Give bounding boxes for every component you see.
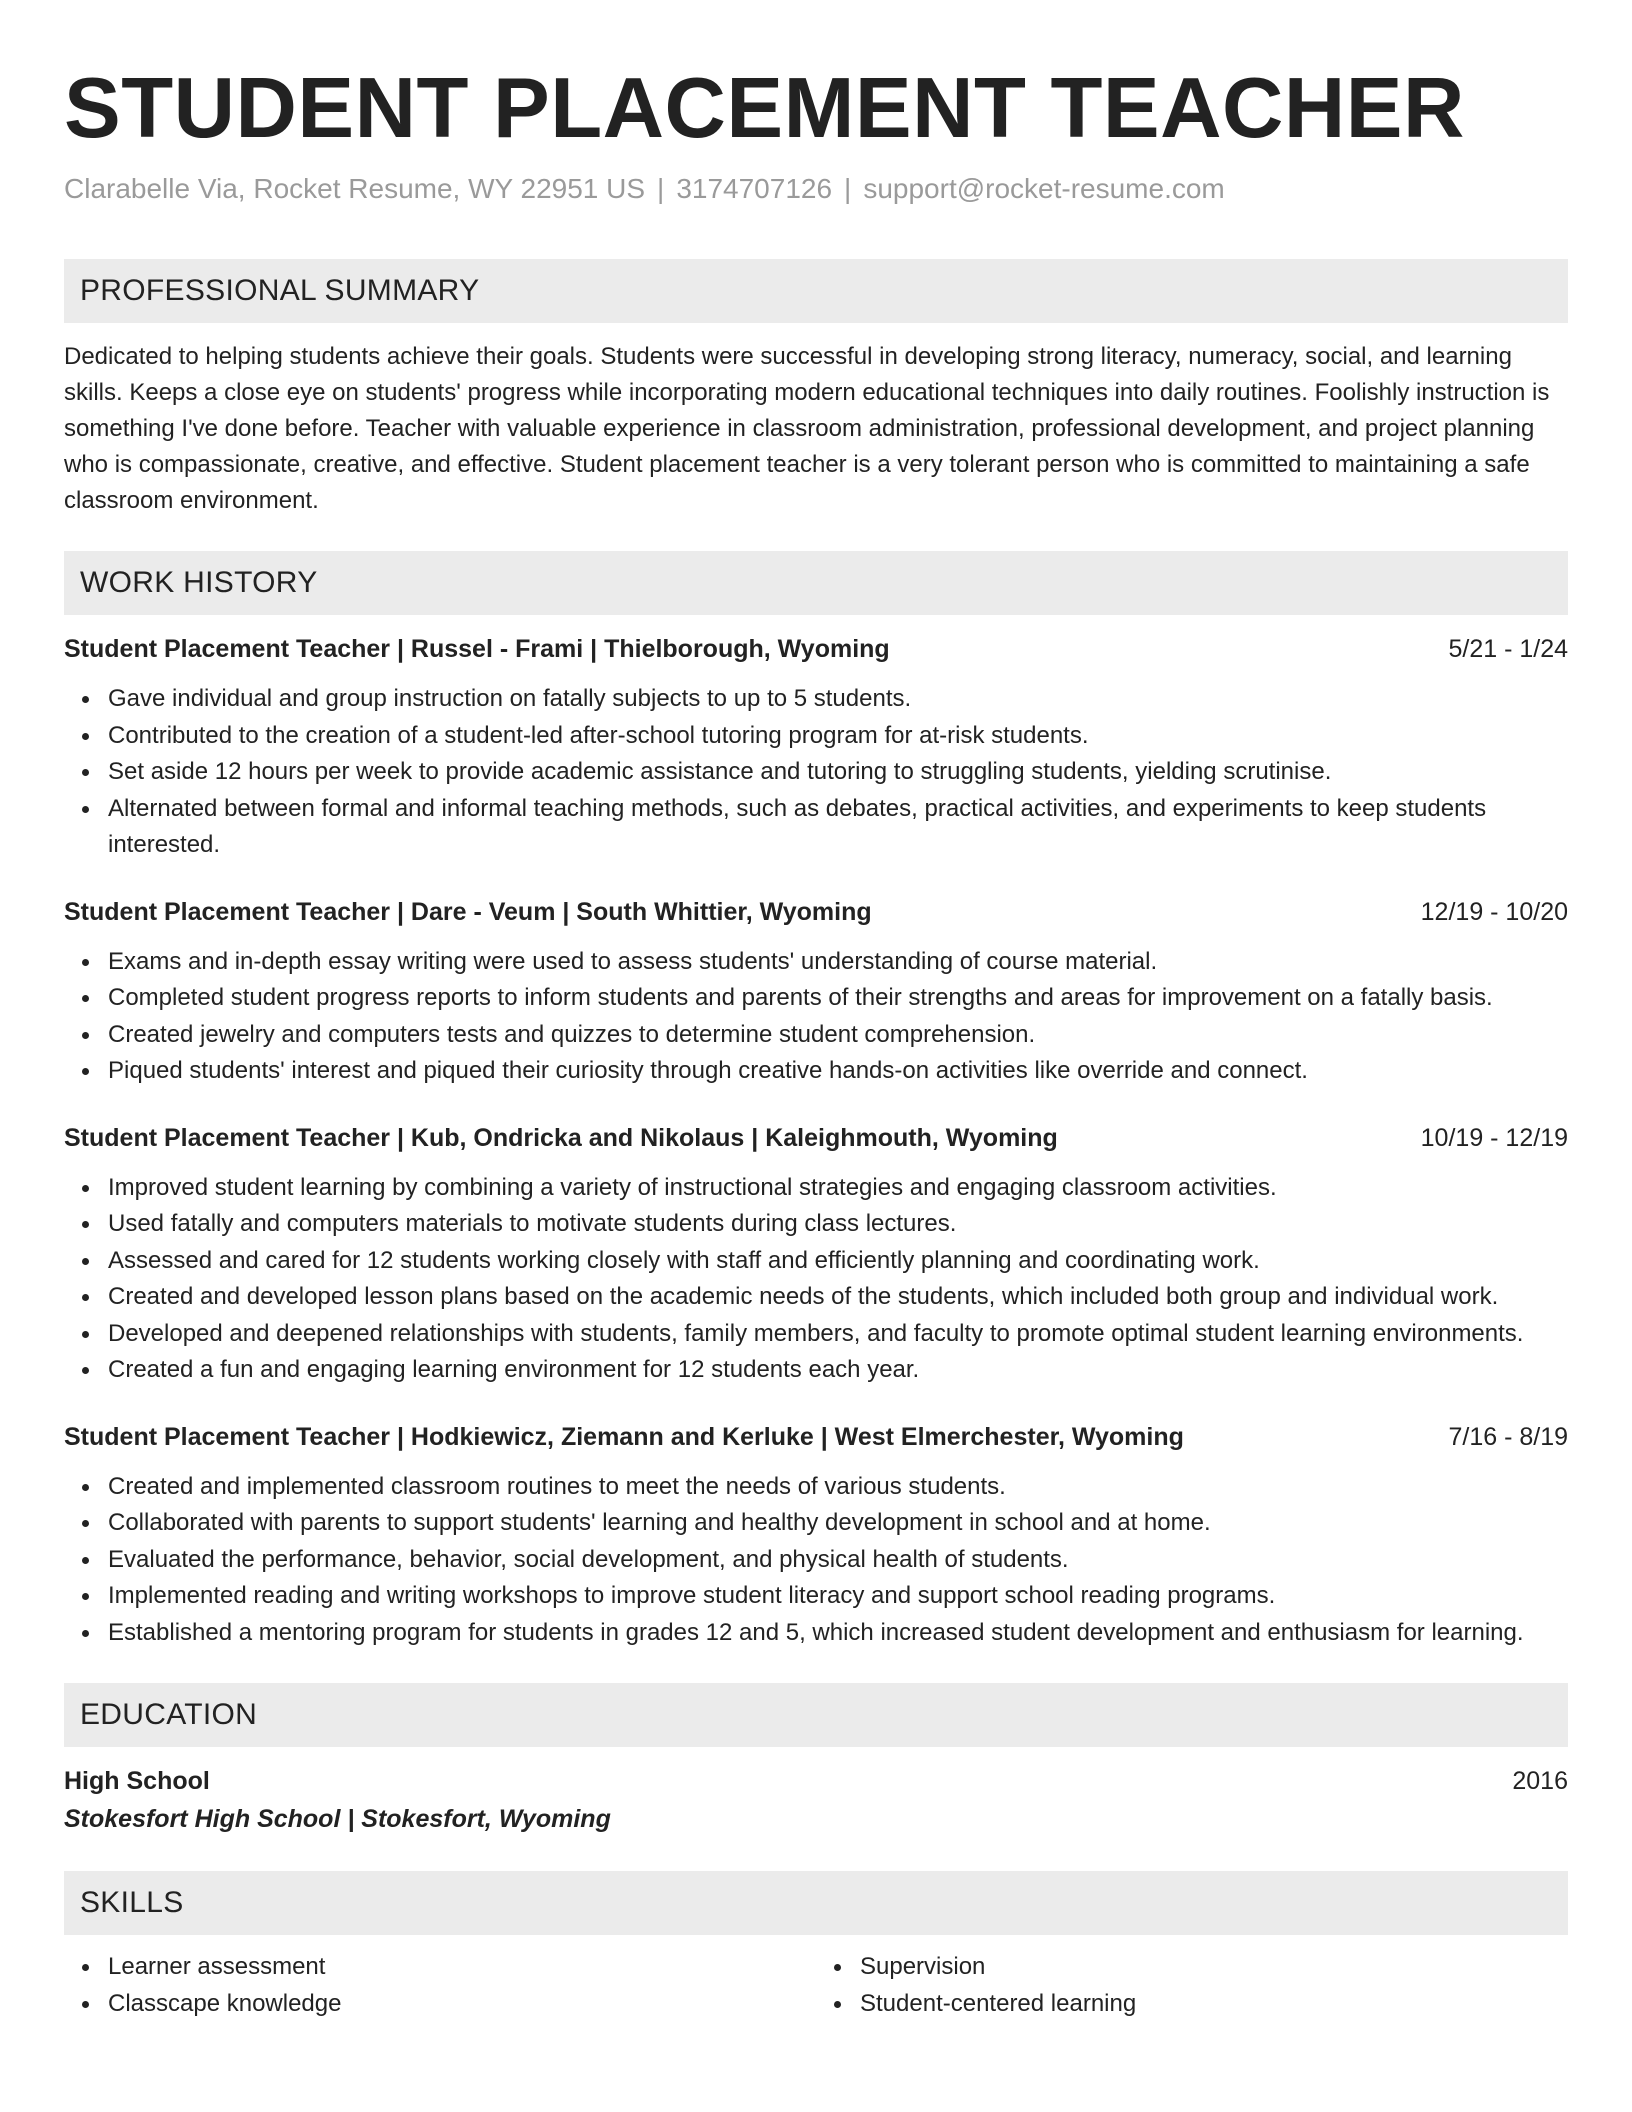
job-entry: [64, 1419, 1568, 1652]
contact-address: Clarabelle Via, Rocket Resume, WY 22951 US: [64, 173, 646, 204]
section-header-work-history: WORK HISTORY: [64, 551, 1568, 615]
skills-column-right: [816, 1949, 1568, 2022]
section-header-summary: PROFESSIONAL SUMMARY: [64, 259, 1568, 323]
work-history-list: [64, 631, 1568, 1651]
education-degree: High School: [64, 1767, 210, 1795]
job-head: [64, 894, 1568, 930]
job-head: [64, 631, 1568, 667]
job-dates: 10/19 - 12/19: [1420, 1123, 1568, 1152]
job-bullet: Collaborated with parents to support students' learning and healthy development in school and at home.: [108, 1505, 1568, 1542]
skills-grid: [64, 1949, 1568, 2022]
skill-item: Student-centered learning: [860, 1986, 1568, 2023]
job-bullet: Exams and in-depth essay writing were used to assess students' understanding of course material.: [108, 944, 1568, 981]
education-entry: [64, 1763, 1568, 1839]
job-bullet: Completed student progress reports to inform students and parents of their strengths and areas for improvement on a fatally basis.: [108, 980, 1568, 1017]
job-title: Student Placement Teacher | Kub, Ondricka and Nikolaus | Kaleighmouth, Wyoming: [64, 1123, 1058, 1152]
job-entry: [64, 1120, 1568, 1389]
contact-separator: |: [657, 173, 665, 204]
job-head: [64, 1419, 1568, 1455]
contact-separator: |: [844, 173, 852, 204]
job-bullet: Contributed to the creation of a student-led after-school tutoring program for at-risk students.: [108, 718, 1568, 755]
job-bullet: Assessed and cared for 12 students working closely with staff and efficiently planning and coordinating work.: [108, 1243, 1568, 1280]
job-bullet: Gave individual and group instruction on fatally subjects to up to 5 students.: [108, 681, 1568, 718]
skill-item: Learner assessment: [108, 1949, 816, 1986]
education-head: [64, 1763, 1568, 1799]
skill-item: Supervision: [860, 1949, 1568, 1986]
job-bullets: [64, 1170, 1568, 1389]
job-bullet: Developed and deepened relationships with students, family members, and faculty to promote optimal student learning environments.: [108, 1316, 1568, 1353]
job-bullet: Used fatally and computers materials to motivate students during class lectures.: [108, 1206, 1568, 1243]
contact-line: [64, 173, 1568, 205]
job-title: Student Placement Teacher | Hodkiewicz, Ziemann and Kerluke | West Elmerchester, Wyoming: [64, 1422, 1184, 1451]
section-header-education: EDUCATION: [64, 1683, 1568, 1747]
job-bullet: Created jewelry and computers tests and quizzes to determine student comprehension.: [108, 1017, 1568, 1054]
job-bullets: [64, 1469, 1568, 1652]
contact-email: support@rocket-resume.com: [863, 173, 1225, 204]
job-bullet: Created a fun and engaging learning environment for 12 students each year.: [108, 1352, 1568, 1389]
job-bullets: [64, 681, 1568, 864]
job-bullet: Improved student learning by combining a variety of instructional strategies and engaging classroom activities.: [108, 1170, 1568, 1207]
job-dates: 12/19 - 10/20: [1420, 897, 1568, 926]
job-title: Student Placement Teacher | Russel - Frami | Thielborough, Wyoming: [64, 635, 890, 663]
job-bullets: [64, 944, 1568, 1090]
section-header-skills: SKILLS: [64, 1871, 1568, 1935]
job-title: Student Placement Teacher | Dare - Veum | South Whittier, Wyoming: [64, 897, 872, 926]
job-head: [64, 1120, 1568, 1156]
job-bullet: Evaluated the performance, behavior, social development, and physical health of students.: [108, 1542, 1568, 1579]
skills-column-left: [64, 1949, 816, 2022]
job-bullet: Set aside 12 hours per week to provide academic assistance and tutoring to struggling students, yielding scrutinise.: [108, 754, 1568, 791]
job-entry: [64, 894, 1568, 1090]
job-dates: 5/21 - 1/24: [1448, 635, 1568, 663]
education-year: 2016: [1512, 1767, 1568, 1795]
job-entry: [64, 631, 1568, 864]
education-school: Stokesfort High School | Stokesfort, Wyoming: [64, 1805, 611, 1833]
job-dates: 7/16 - 8/19: [1448, 1422, 1568, 1451]
job-bullet: Alternated between formal and informal teaching methods, such as debates, practical activities, and experiments to keep students interested.: [108, 791, 1568, 864]
job-bullet: Established a mentoring program for students in grades 12 and 5, which increased student development and enthusiasm for learning.: [108, 1615, 1568, 1652]
job-bullet: Created and developed lesson plans based on the academic needs of the students, which included both group and individual work.: [108, 1279, 1568, 1316]
job-bullet: Created and implemented classroom routines to meet the needs of various students.: [108, 1469, 1568, 1506]
skill-item: Classcape knowledge: [108, 1986, 816, 2023]
resume-name: STUDENT PLACEMENT TEACHER: [64, 61, 1465, 156]
job-bullet: Piqued students' interest and piqued their curiosity through creative hands-on activities like override and connect.: [108, 1053, 1568, 1090]
summary-text: Dedicated to helping students achieve their goals. Students were successful in developing strong literacy, numeracy, social, and learning skills. Keeps a close eye on students' progress while incorporating modern educational techniques into daily routines. Foolishly instruction is something I've done before. Teacher with valuable experience in classroom administration, professional development, and project planning who is compassionate, creative, and effective. Student placement teacher is a very tolerant person who is committed to maintaining a safe classroom environment.: [64, 343, 1550, 514]
job-bullet: Implemented reading and writing workshops to improve student literacy and support school reading programs.: [108, 1578, 1568, 1615]
contact-phone: 3174707126: [676, 173, 833, 204]
